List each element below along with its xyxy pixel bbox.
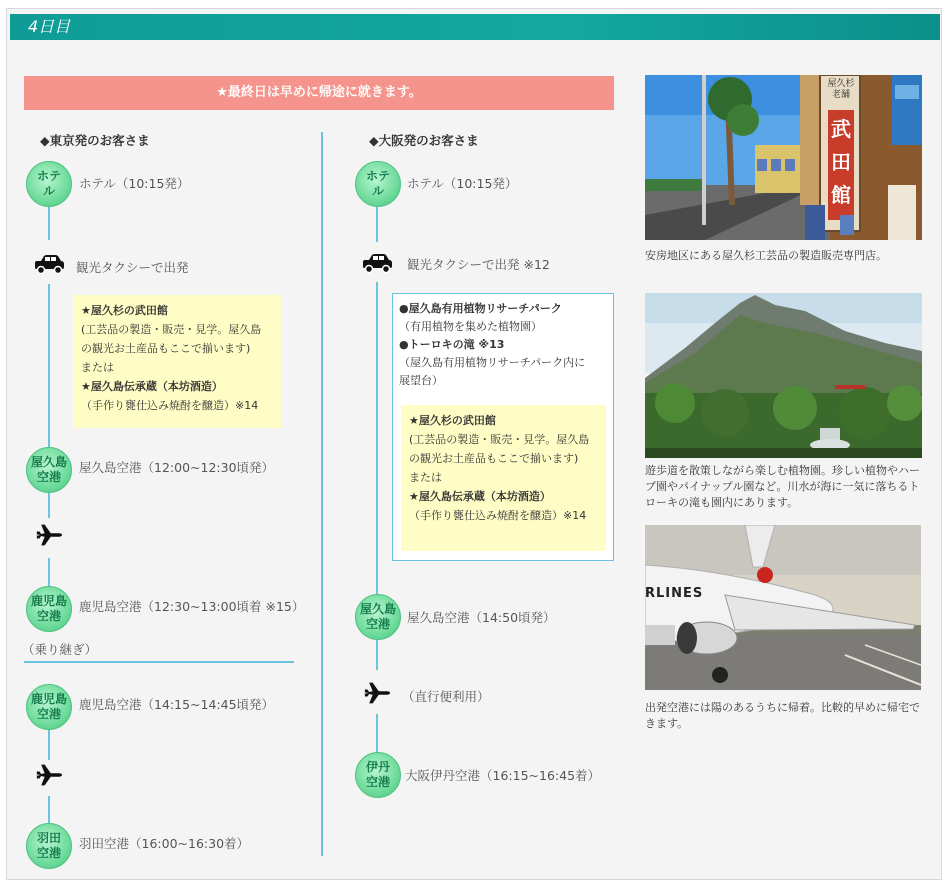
- taxi-car-icon: [360, 250, 394, 276]
- itami-arrival: 大阪伊丹空港（16:15~16:45着）: [405, 768, 601, 783]
- takeda-shop-photo: [645, 75, 922, 240]
- osaka-stop-note: [401, 405, 606, 551]
- note-line: の観光お土産品もここで揃います): [409, 452, 579, 465]
- note-line: ★屋久杉の武田館: [81, 304, 168, 317]
- haneda-airport-badge: 羽田 空港: [26, 823, 72, 869]
- mountain-waterfall-illustration: [645, 293, 922, 458]
- timeline-segment: [376, 714, 378, 754]
- yakushima-airport-badge: 屋久島 空港: [26, 447, 72, 493]
- taxi-departure: 観光タクシーで出発 ※12: [407, 257, 550, 272]
- airplane-icon: [360, 680, 394, 706]
- timeline-segment: [48, 284, 50, 452]
- hotel-badge: ホテ ル: [26, 161, 72, 207]
- day-header: 4日目: [10, 14, 940, 40]
- final-day-banner: ★最終日は早めに帰途に就きます。: [24, 76, 614, 110]
- kagoshima-airport-badge: 鹿児島 空港: [26, 586, 72, 632]
- timeline-segment: [48, 490, 50, 518]
- photo-caption-1: 安房地区にある屋久杉工芸品の製造販売専門店。: [645, 249, 887, 262]
- airplane-photo: [645, 525, 921, 690]
- osaka-column-title: ◆大阪発のお客さま: [369, 133, 479, 148]
- airliner-illustration: [645, 525, 921, 690]
- yakushima-airport-badge: 屋久島 空港: [355, 594, 401, 640]
- note-line: の観光お土産品もここで揃います): [81, 342, 251, 355]
- transfer-label: （乗り継ぎ）: [22, 642, 98, 657]
- list-line: 展望台）: [399, 374, 443, 387]
- shop-sign-big: 武 田 館: [831, 117, 851, 207]
- note-line: (工芸品の製造・販売・見学。屋久島: [81, 323, 262, 336]
- note-line: ★屋久島伝承蔵（本坊酒造）: [409, 490, 551, 503]
- direct-flight-label: （直行便利用）: [402, 689, 490, 704]
- yakushima-departure: 屋久島空港（14:50頃発）: [407, 610, 556, 625]
- transfer-divider: [24, 661, 294, 663]
- note-line: または: [81, 361, 114, 374]
- hotel-badge: ホテ ル: [355, 161, 401, 207]
- airplane-icon: [32, 762, 66, 788]
- taxi-car-icon: [32, 251, 66, 277]
- kagoshima-arrival: 鹿児島空港（12:30~13:00頃着 ※15）: [79, 599, 305, 614]
- hotel-departure: ホテル（10:15発）: [79, 176, 190, 191]
- haneda-arrival: 羽田空港（16:00~16:30着）: [79, 836, 250, 851]
- waterfall-photo: [645, 293, 922, 458]
- note-line: ★屋久杉の武田館: [409, 414, 496, 427]
- airline-lettering: RLINES: [645, 586, 704, 601]
- column-divider: [321, 132, 323, 856]
- taxi-departure: 観光タクシーで出発: [76, 260, 189, 275]
- shop-sign-small: 屋久杉 老舗: [827, 79, 855, 100]
- list-line: （屋久島有用植物リサーチパーク内に: [399, 356, 586, 369]
- note-line: (工芸品の製造・販売・見学。屋久島: [409, 433, 590, 446]
- note-line: ★屋久島伝承蔵（本坊酒造）: [81, 380, 223, 393]
- tokyo-stop-note: [73, 295, 281, 428]
- list-line: ●屋久島有用植物リサーチパーク: [399, 302, 562, 315]
- photo-caption-3: 出発空港には陽のあるうちに帰着。比較的早めに帰宅できます。: [645, 701, 920, 730]
- timeline-segment: [376, 638, 378, 670]
- yakushima-departure: 屋久島空港（12:00~12:30頃発）: [79, 460, 275, 475]
- note-line: （手作り甕仕込み焼酎を醸造）※14: [81, 399, 259, 412]
- airplane-icon: [32, 522, 66, 548]
- photo-caption-2: 遊歩道を散策しながら楽しむ植物園。珍しい植物やハーブ園やパイナップル園など。川水が海に一気に落ちるトローキの滝も園内にあります。: [645, 464, 920, 509]
- timeline-segment: [376, 206, 378, 242]
- itami-airport-badge: 伊丹 空港: [355, 752, 401, 798]
- list-line: （有用植物を集めた植物園）: [399, 320, 542, 333]
- kagoshima-departure: 鹿児島空港（14:15~14:45頃発）: [79, 697, 275, 712]
- takeda-shop-illustration: [645, 75, 922, 240]
- note-line: （手作り甕仕込み焼酎を醸造）※14: [409, 509, 587, 522]
- hotel-departure: ホテル（10:15発）: [407, 176, 518, 191]
- timeline-segment: [48, 728, 50, 760]
- timeline-segment: [48, 796, 50, 826]
- osaka-stops-list: [399, 300, 611, 390]
- list-line: ●トーロキの滝 ※13: [399, 338, 505, 351]
- note-line: または: [409, 471, 442, 484]
- timeline-segment: [376, 282, 378, 596]
- kagoshima-airport-badge: 鹿児島 空港: [26, 684, 72, 730]
- tokyo-column-title: ◆東京発のお客さま: [40, 133, 150, 148]
